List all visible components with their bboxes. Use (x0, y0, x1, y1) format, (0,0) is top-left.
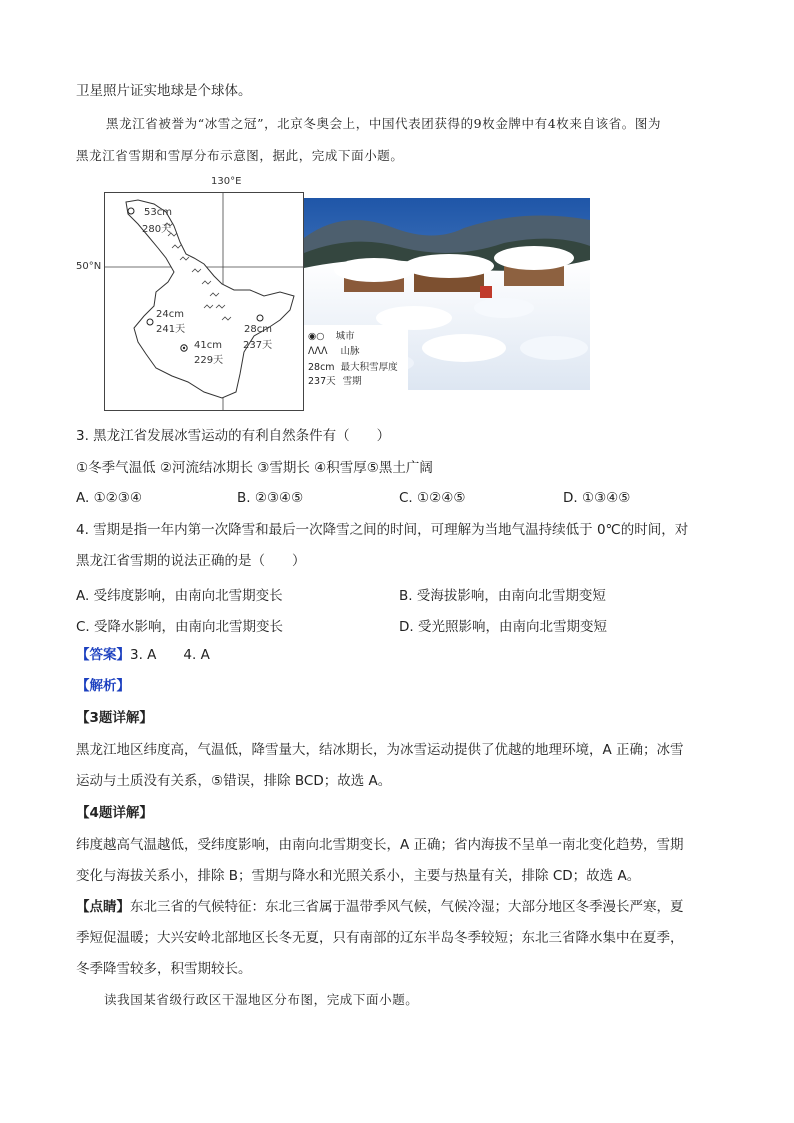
legend-city-row: ◉○ 城市 (308, 331, 355, 342)
q4-option-a: A. 受纬度影响，由南向北雪期变长 (76, 588, 283, 604)
city-east-days: 237天 (243, 340, 273, 351)
heilongjiang-snow-map (104, 192, 304, 412)
city-capital-days: 229天 (194, 355, 224, 366)
tip-label: 【点睛】 (76, 899, 130, 915)
latitude-label: 50°N (76, 261, 102, 272)
city-capital-depth: 41cm (194, 340, 222, 351)
legend-mountain-icon: ᐱᐱᐱ (308, 346, 328, 357)
answer-label: 【答案】 (76, 647, 130, 663)
q4-stem-line-2: 黑龙江省雪期的说法正确的是（ ） (76, 553, 306, 569)
q4-detail-line-2: 变化与海拔关系小，排除 B；雪期与降水和光照关系小，主要与热量有关，排除 CD；故选 A。 (76, 868, 641, 884)
q4-option-b: B. 受海拔影响，由南向北雪期变短 (399, 588, 606, 604)
city-west-depth: 24cm (156, 309, 184, 320)
answer-line (76, 646, 210, 664)
legend-mountain-row: ᐱᐱᐱ 山脉 (308, 346, 360, 357)
city-north-days: 280天 (142, 224, 172, 235)
answer-text: 3. A 4. A (130, 647, 210, 663)
analysis-label: 【解析】 (76, 678, 130, 694)
q3-option-d: D. ①③④⑤ (563, 490, 631, 506)
city-north-depth: 53cm (144, 207, 172, 218)
tip-text-1: 东北三省的气候特征：东北三省属于温带季风气候，气候冷湿；大部分地区冬季漫长严寒，夏 (130, 899, 684, 915)
legend-days-row: 237天 雪期 (308, 376, 362, 387)
q3-stem: 3. 黑龙江省发展冰雪运动的有利自然条件有（ ） (76, 428, 391, 444)
q4-stem-line-1: 4. 雪期是指一年内第一次降雪和最后一次降雪之间的时间，可理解为当地气温持续低于 0℃的时间，对 (76, 522, 689, 538)
q3-items: ①冬季气温低 ②河流结冰期长 ③雪期长 ④积雪厚⑤黑土广阔 (76, 460, 433, 476)
next-passage: 读我国某省级行政区干湿地区分布图，完成下面小题。 (104, 992, 419, 1007)
tip-line-3: 冬季降雪较多，积雪期较长。 (76, 961, 252, 977)
city-west-days: 241天 (156, 324, 186, 335)
passage-line-2: 黑龙江省雪期和雪厚分布示意图，据此，完成下面小题。 (76, 148, 404, 163)
city-marker-west (147, 319, 153, 325)
longitude-label: 130°E (211, 176, 242, 187)
q3-option-b: B. ②③④⑤ (237, 490, 304, 506)
city-east-depth: 28cm (244, 324, 272, 335)
q4-detail-label: 【4题详解】 (76, 805, 153, 821)
q3-option-c: C. ①②④⑤ (399, 490, 466, 506)
city-marker-north (128, 208, 134, 214)
city-marker-east (257, 315, 263, 321)
passage-line-1: 黑龙江省被誉为“冰雪之冠”，北京冬奥会上，中国代表团获得的9枚金牌中有4枚来自该省。图为 (106, 116, 662, 131)
intro-line: 卫星照片证实地球是个球体。 (76, 83, 252, 99)
legend-depth-row: 28cm 最大积雪厚度 (308, 362, 398, 373)
q4-detail-line-1: 纬度越高气温越低，受纬度影响，由南向北雪期变长，A 正确；省内海拔不呈单一南北变化趋势，雪期 (76, 837, 684, 853)
q4-option-c: C. 受降水影响，由南向北雪期变长 (76, 619, 284, 635)
legend-city-icon: ◉○ (308, 331, 325, 342)
tip-line-2: 季短促温暖；大兴安岭北部地区长冬无夏，只有南部的辽东半岛冬季较短；东北三省降水集中在夏季， (76, 930, 684, 946)
q3-detail-line-2: 运动与土质没有关系，⑤错误，排除 BCD；故选 A。 (76, 773, 392, 789)
tip-line-1 (76, 898, 684, 916)
q3-detail-label: 【3题详解】 (76, 710, 153, 726)
capital-marker-dot (183, 347, 185, 349)
q3-option-a: A. ①②③④ (76, 490, 142, 506)
map-legend (304, 325, 408, 391)
q4-option-d: D. 受光照影响，由南向北雪期变短 (399, 619, 607, 635)
q3-detail-line-1: 黑龙江地区纬度高，气温低，降雪量大，结冰期长，为冰雪运动提供了优越的地理环境，A 正确；冰雪 (76, 742, 684, 758)
